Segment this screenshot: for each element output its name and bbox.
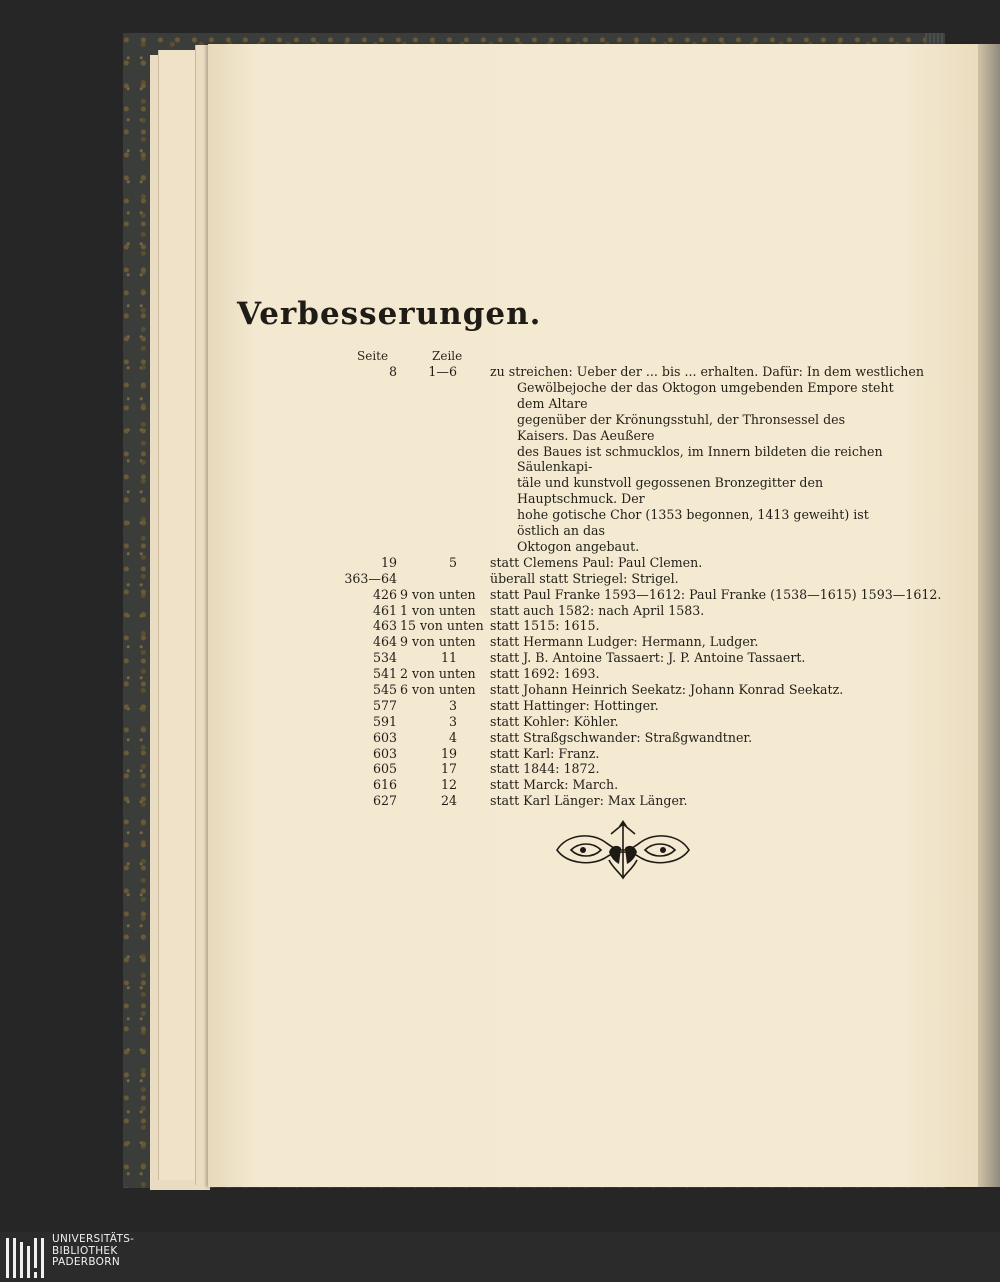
library-logo-icon xyxy=(4,1236,48,1280)
entry-text: statt 1844: 1872. xyxy=(490,761,600,777)
entry-zeile: 4 xyxy=(448,729,457,745)
footer-bar xyxy=(0,1232,1000,1282)
page-title: Verbesserungen. xyxy=(237,296,542,332)
logo-line: BIBLIOTHEK xyxy=(52,1244,118,1257)
entry-seite: 463 xyxy=(372,618,397,634)
logo-line: UNIVERSITÄTS- xyxy=(52,1233,135,1245)
entry-zeile: 1 von unten xyxy=(400,602,476,618)
entry-seite: 534 xyxy=(372,650,397,666)
entry-zeile: 9 von unten xyxy=(400,586,476,602)
errata-row xyxy=(340,571,905,587)
errata-list xyxy=(340,364,942,809)
entry-zeile: 3 xyxy=(448,713,457,729)
errata-row xyxy=(340,650,905,666)
errata-row xyxy=(340,730,905,746)
entry-seite: 19 xyxy=(380,554,397,570)
errata-row xyxy=(340,777,905,793)
entry-text: statt Paul Franke 1593—1612: Paul Franke (1538—1615) 1593—1612. xyxy=(490,586,942,602)
entry-text: statt Hermann Ludger: Hermann, Ludger. xyxy=(490,634,759,650)
errata-row xyxy=(340,793,905,809)
entry-zeile: 3 xyxy=(448,697,457,713)
entry-text-line: des Baues ist schmucklos, im Innern bildeten die reichen Säulenkapi- xyxy=(517,443,883,475)
entry-zeile: 9 von unten xyxy=(400,634,476,650)
entry-text-line: zu streichen: Ueber der ... bis ... erhalten. Dafür: In dem westlichen xyxy=(490,364,924,379)
errata-row xyxy=(340,555,905,571)
entry-zeile: 24 xyxy=(440,793,457,809)
entry-text: statt 1515: 1615. xyxy=(490,618,600,634)
entry-zeile: 11 xyxy=(440,650,457,666)
entry-seite: 363—64 xyxy=(344,570,397,586)
column-header-seite: Seite xyxy=(357,349,389,363)
errata-row xyxy=(340,761,905,777)
errata-row xyxy=(340,634,905,650)
entry-text-line: gegenüber der Krönungsstuhl, der Thronsessel des Kaisers. Das Aeußere xyxy=(517,411,846,443)
library-logo-text xyxy=(52,1234,134,1269)
entry-zeile: 12 xyxy=(440,777,457,793)
errata-row xyxy=(340,603,905,619)
entry-text: statt Johann Heinrich Seekatz: Johann Konrad Seekatz. xyxy=(490,681,844,697)
errata-row xyxy=(340,618,905,634)
errata-row xyxy=(340,698,905,714)
entry-text: statt 1692: 1693. xyxy=(490,666,600,682)
entry-seite: 461 xyxy=(372,602,397,618)
entry-seite: 591 xyxy=(372,713,397,729)
entry-seite: 464 xyxy=(372,634,397,650)
entry-text-line: hohe gotische Chor (1353 begonnen, 1413 geweiht) ist östlich an das xyxy=(517,507,869,539)
entry-text: statt J. B. Antoine Tassaert: J. P. Antoine Tassaert. xyxy=(490,650,806,666)
errata-row xyxy=(340,746,905,762)
entry-text: statt Clemens Paul: Paul Clemen. xyxy=(490,554,703,570)
entry-seite: 541 xyxy=(372,666,397,682)
entry-seite: 603 xyxy=(372,745,397,761)
entry-zeile: 19 xyxy=(440,745,457,761)
page-edge-shadow xyxy=(975,44,1000,1187)
entry-text: statt Hattinger: Hottinger. xyxy=(490,697,659,713)
logo-line: PADERBORN xyxy=(52,1256,120,1268)
entry-text: statt Karl Länger: Max Länger. xyxy=(490,793,688,809)
errata-row xyxy=(340,682,905,698)
errata-entries xyxy=(340,554,942,809)
entry-seite: 426 xyxy=(372,586,397,602)
entry-continuation xyxy=(517,380,900,555)
entry-text: statt Karl: Franz. xyxy=(490,745,600,761)
entry-text-line: Gewölbejoche der das Oktogon umgebenden Empore steht dem Altare xyxy=(517,379,894,411)
entry-text: überall statt Striegel: Strigel. xyxy=(490,570,679,586)
entry-text: statt Marck: March. xyxy=(490,777,619,793)
entry-zeile: 5 xyxy=(448,554,457,570)
entry-seite: 577 xyxy=(372,697,397,713)
entry-zeile: 15 von unten xyxy=(400,618,484,634)
entry-seite: 627 xyxy=(372,793,397,809)
entry-seite: 545 xyxy=(372,681,397,697)
entry-zeile: 2 von unten xyxy=(400,666,476,682)
entry-text-line: täle und kunstvoll gegossenen Bronzegitter den Hauptschmuck. Der xyxy=(517,475,824,507)
column-header-zeile: Zeile xyxy=(432,349,463,363)
entry-seite: 605 xyxy=(372,761,397,777)
errata-row xyxy=(340,666,905,682)
errata-first-entry xyxy=(340,364,924,380)
entry-text-line: Oktogon angebaut. xyxy=(517,538,640,554)
entry-zeile: 6 von unten xyxy=(400,681,476,697)
ornament-vignette xyxy=(553,820,693,882)
entry-seite: 603 xyxy=(372,729,397,745)
entry-zeile: 1—6 xyxy=(428,364,457,379)
entry-seite: 8 xyxy=(388,364,397,379)
entry-text: statt Straßgschwander: Straßgwandtner. xyxy=(490,729,753,745)
entry-text: statt Kohler: Köhler. xyxy=(490,713,619,729)
entry-zeile: 17 xyxy=(440,761,457,777)
entry-text: statt auch 1582: nach April 1583. xyxy=(490,602,705,618)
errata-row xyxy=(340,714,905,730)
errata-row xyxy=(340,586,942,603)
entry-seite: 616 xyxy=(372,777,397,793)
